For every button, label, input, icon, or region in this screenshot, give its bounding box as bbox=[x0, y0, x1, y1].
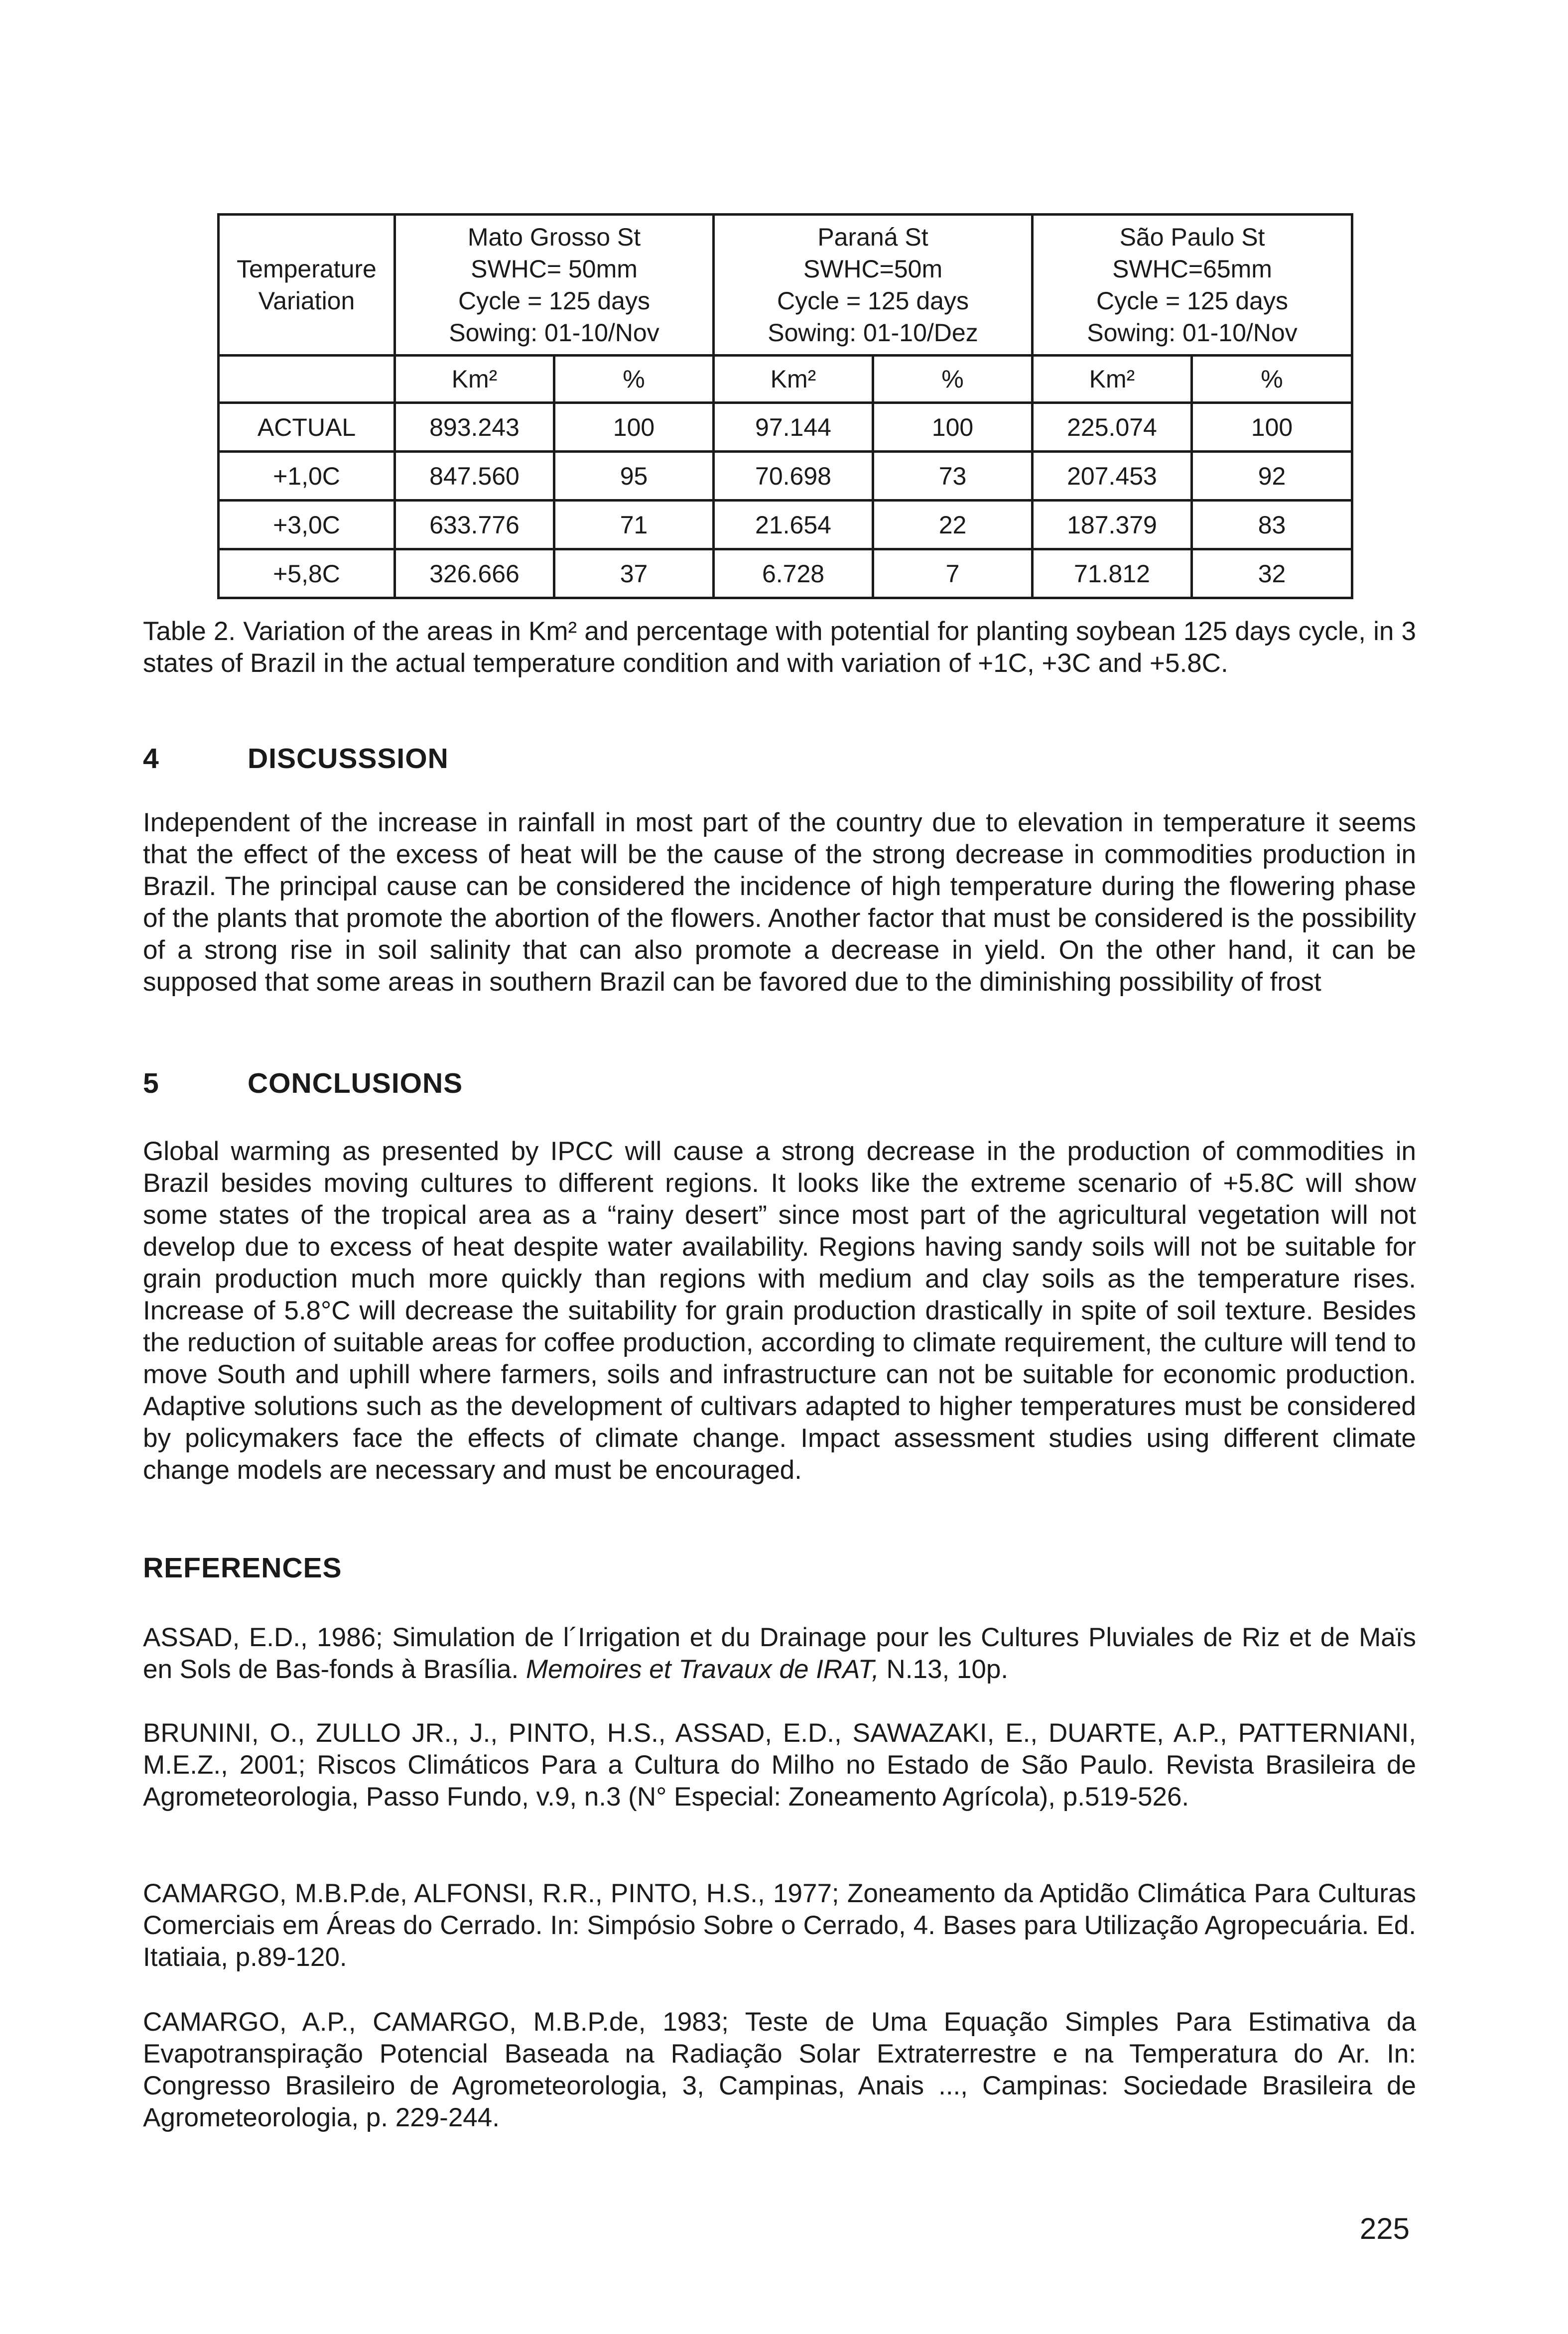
unit-percent-cell: % bbox=[873, 356, 1033, 403]
table-row bbox=[219, 501, 1352, 549]
table-header-row bbox=[219, 215, 1352, 356]
table-cell: 70.698 bbox=[714, 452, 873, 501]
table-units-row bbox=[219, 356, 1352, 403]
table-cell: 73 bbox=[873, 452, 1033, 501]
state-header-sao-paulo: São Paulo St SWHC=65mm Cycle = 125 days Sowing: 01-10/Nov bbox=[1033, 215, 1352, 356]
state-header-mato-grosso: Mato Grosso St SWHC= 50mm Cycle = 125 days Sowing: 01-10/Nov bbox=[395, 215, 714, 356]
table-cell: 22 bbox=[873, 501, 1033, 549]
table-cell: 100 bbox=[1192, 403, 1352, 452]
table-cell: 326.666 bbox=[395, 549, 554, 598]
conclusions-paragraph: Global warming as presented by IPCC will cause a strong decrease in the production of commodities in Brazil besides moving cultures to different regions. It looks like the extreme scenario of +5.8C will show some states of the tropical area as a “rainy desert” since most part of the agricultural vegetation will not develop due to excess of heat despite water availability. Regions having sandy soils will not be suitable for grain production much more quickly than regions with medium and clay soils as the temperature rises. Increase of 5.8°C will decrease the suitability for grain production drastically in spite of soil texture. Besides the reduction of suitable areas for coffee production, according to climate requirement, the culture will tend to move South and uphill where farmers, soils and infrastructure can not be suitable for economic production. Adaptive solutions such as the development of cultivars adapted to higher temperatures must be considered by policymakers face the effects of climate change. Impact assessment studies using different climate change models are necessary and must be encouraged. bbox=[143, 1137, 1416, 1485]
section-title: CONCLUSIONS bbox=[248, 1067, 463, 1099]
page-number: 225 bbox=[1359, 2212, 1410, 2245]
table-cell: 633.776 bbox=[395, 501, 554, 549]
table-cell: 100 bbox=[873, 403, 1033, 452]
table-cell: 32 bbox=[1192, 549, 1352, 598]
units-blank-cell bbox=[219, 356, 395, 403]
section-number: 4 bbox=[143, 743, 159, 775]
table-cell: 187.379 bbox=[1033, 501, 1192, 549]
reference-item: ASSAD, E.D., 1986; Simulation de l´Irrigation et du Drainage pour les Cultures Pluviales de Riz et de Maïs en Sols de Bas-fonds à Brasília. Memoires et Travaux de IRAT, N.13, 10p. bbox=[143, 1623, 1416, 1684]
table-cell: 97.144 bbox=[714, 403, 873, 452]
references-heading: REFERENCES bbox=[143, 1552, 342, 1584]
row-label: +3,0C bbox=[219, 501, 395, 549]
table-cell: 71.812 bbox=[1033, 549, 1192, 598]
table-cell: 92 bbox=[1192, 452, 1352, 501]
table-cell: 71 bbox=[554, 501, 714, 549]
row-label: ACTUAL bbox=[219, 403, 395, 452]
unit-area-cell: Km² bbox=[714, 356, 873, 403]
table-row bbox=[219, 452, 1352, 501]
table-caption: Table 2. Variation of the areas in Km² and percentage with potential for planting soybean 125 days cycle, in 3 states of Brazil in the actual temperature condition and with variation of +1C, +3C and +5.8C. bbox=[143, 617, 1416, 678]
unit-percent-cell: % bbox=[554, 356, 714, 403]
table-row bbox=[219, 549, 1352, 598]
table-cell: 95 bbox=[554, 452, 714, 501]
table-cell: 83 bbox=[1192, 501, 1352, 549]
discussion-paragraph: Independent of the increase in rainfall in most part of the country due to elevation in temperature it seems that the effect of the excess of heat will be the cause of the strong decrease in commodities production in Brazil. The principal cause can be considered the incidence of high temperature during the flowering phase of the plants that promote the abortion of the flowers. Another factor that must be considered is the possibility of a strong rise in soil salinity that can also promote a decrease in yield. On the other hand, it can be supposed that some areas in southern Brazil can be favored due to the diminishing possibility of frost bbox=[143, 808, 1416, 997]
section-heading-conclusions bbox=[143, 1067, 463, 1100]
table-cell: 37 bbox=[554, 549, 714, 598]
state-header-parana: Paraná St SWHC=50m Cycle = 125 days Sowing: 01-10/Dez bbox=[714, 215, 1033, 356]
soybean-area-table bbox=[217, 213, 1353, 599]
table-cell: 21.654 bbox=[714, 501, 873, 549]
row-label: +5,8C bbox=[219, 549, 395, 598]
table-cell: 225.074 bbox=[1033, 403, 1192, 452]
temperature-variation-header: Temperature Variation bbox=[219, 215, 395, 356]
table-cell: 100 bbox=[554, 403, 714, 452]
table-cell: 893.243 bbox=[395, 403, 554, 452]
unit-area-cell: Km² bbox=[395, 356, 554, 403]
section-heading-discussion bbox=[143, 742, 449, 775]
section-number: 5 bbox=[143, 1067, 159, 1099]
table-row bbox=[219, 403, 1352, 452]
table-cell: 6.728 bbox=[714, 549, 873, 598]
reference-item: BRUNINI, O., ZULLO JR., J., PINTO, H.S., ASSAD, E.D., SAWAZAKI, E., DUARTE, A.P., PATTERNIANI, M.E.Z., 2001; Riscos Climáticos Para a Cultura do Milho no Estado de São Paulo. Revista Brasileira de Agrometeorologia, Passo Fundo, v.9, n.3 (N° Especial: Zoneamento Agrícola), p.519-526. bbox=[143, 1718, 1416, 1812]
table-cell: 7 bbox=[873, 549, 1033, 598]
unit-percent-cell: % bbox=[1192, 356, 1352, 403]
reference-item: CAMARGO, M.B.P.de, ALFONSI, R.R., PINTO, H.S., 1977; Zoneamento da Aptidão Climática Para Culturas Comerciais em Áreas do Cerrado. In: Simpósio Sobre o Cerrado, 4. Bases para Utilização Agropecuária. Ed. Itatiaia, p.89-120. bbox=[143, 1879, 1416, 1972]
section-title: DISCUSSSION bbox=[248, 743, 449, 775]
table-cell: 207.453 bbox=[1033, 452, 1192, 501]
unit-area-cell: Km² bbox=[1033, 356, 1192, 403]
table-cell: 847.560 bbox=[395, 452, 554, 501]
reference-item: CAMARGO, A.P., CAMARGO, M.B.P.de, 1983; Teste de Uma Equação Simples Para Estimativa da Evapotranspiração Potencial Baseada na Radiação Solar Extraterrestre e na Temperatura do Ar. In: Congresso Brasileiro de Agrometeorologia, 3, Campinas, Anais ..., Campinas: Sociedade Brasileira de Agrometeorologia, p. 229-244. bbox=[143, 2007, 1416, 2132]
row-label: +1,0C bbox=[219, 452, 395, 501]
